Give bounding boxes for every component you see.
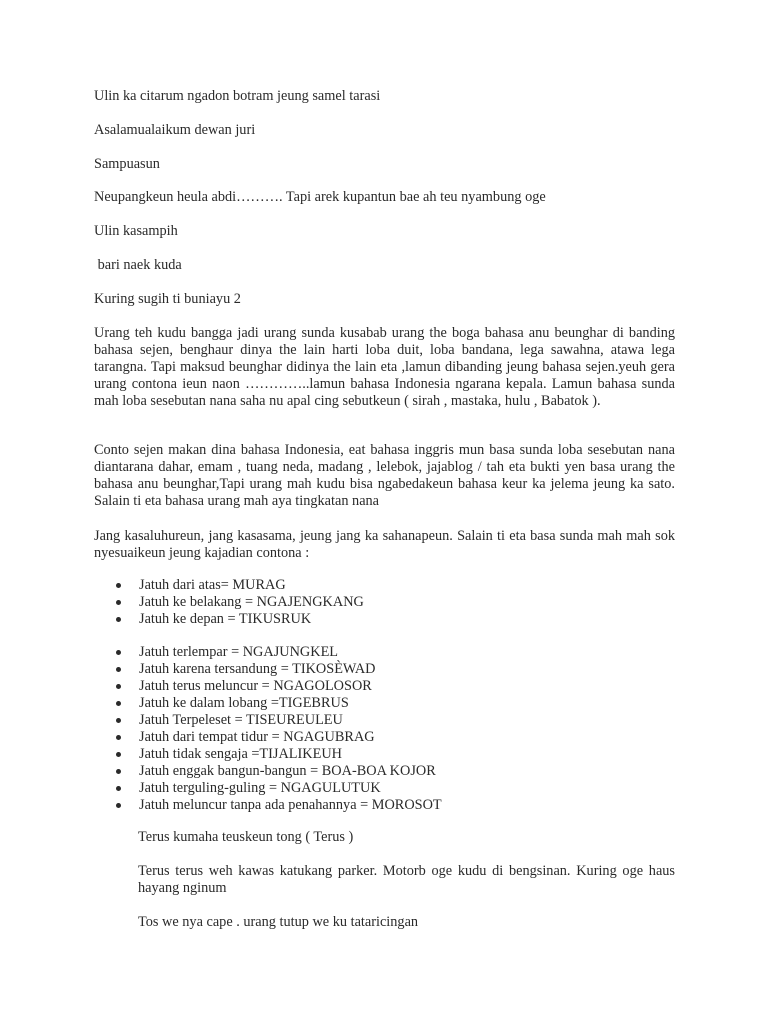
title-line: Ulin ka citarum ngadon botram jeung samel tarasi — [94, 88, 381, 104]
bullet-list-1 — [94, 577, 364, 628]
list-item: Jatuh ke dalam lobang =TIGEBRUS — [94, 695, 442, 712]
bullet-icon — [116, 650, 121, 655]
greeting-reply-line: Sampuasun — [94, 156, 160, 172]
list-item: Jatuh ke depan = TIKUSRUK — [94, 611, 364, 628]
bullet-list-2 — [94, 644, 442, 814]
list-item: Jatuh ke belakang = NGAJENGKANG — [94, 594, 364, 611]
list-item: Jatuh enggak bangun-bangun = BOA-BOA KOJOR — [94, 763, 442, 780]
paragraph-tingkatan: Jang kasaluhureun, jang kasasama, jeung jang ka sahanapeun. Salain ti eta basa sunda mah mah sok nyesuaikeun jeung kajadian contona : — [94, 528, 675, 561]
bullet-icon — [116, 735, 121, 740]
paragraph-conto-sejen: Conto sejen makan dina bahasa Indonesia, eat bahasa inggris mun basa sunda loba sesebutan nana diantarana dahar, emam , tuang neda, madang , lelebok, jajablog / tah eta bukti yen basa urang the bahasa anu beunghar,Tapi urang mah kudu bisa ngabedakeun bahasa keur ka jelema jeung ka sato. Salain ti eta bahasa urang mah aya tingkatan nana — [94, 442, 675, 509]
bullet-icon — [116, 667, 121, 672]
list-item: Jatuh meluncur tanpa ada penahannya = MOROSOT — [94, 797, 442, 814]
introduction-line: Neupangkeun heula abdi………. Tapi arek kupantun bae ah teu nyambung oge — [94, 189, 546, 205]
closing-paragraph-2: Terus terus weh kawas katukang parker. Motorb oge kudu di bengsinan. Kuring oge haus hayang nginum — [138, 863, 675, 896]
bullet-icon — [116, 769, 121, 774]
bullet-icon — [116, 786, 121, 791]
bullet-icon — [116, 684, 121, 689]
list-item: Jatuh Terpeleset = TISEUREULEU — [94, 712, 442, 729]
list-item: Jatuh terlempar = NGAJUNGKEL — [94, 644, 442, 661]
pantun-line-2: bari naek kuda — [94, 257, 182, 273]
bullet-icon — [116, 583, 121, 588]
bullet-icon — [116, 617, 121, 622]
list-item: Jatuh terus meluncur = NGAGOLOSOR — [94, 678, 442, 695]
list-item: Jatuh dari tempat tidur = NGAGUBRAG — [94, 729, 442, 746]
bullet-icon — [116, 718, 121, 723]
greeting-line: Asalamualaikum dewan juri — [94, 122, 256, 138]
list-item: Jatuh tidak sengaja =TIJALIKEUH — [94, 746, 442, 763]
pantun-line-1: Ulin kasampih — [94, 223, 178, 239]
closing-line-1: Terus kumaha teuskeun tong ( Terus ) — [138, 829, 354, 845]
list-item: Jatuh karena tersandung = TIKOSÈWAD — [94, 661, 442, 678]
closing-line-3: Tos we nya cape . urang tutup we ku tataricingan — [138, 914, 419, 930]
bullet-icon — [116, 701, 121, 706]
pantun-line-3: Kuring sugih ti buniayu 2 — [94, 291, 241, 307]
bullet-icon — [116, 803, 121, 808]
paragraph-bahasa-beunghar: Urang teh kudu bangga jadi urang sunda kusabab urang the boga bahasa anu beunghar di banding bahasa sejen, benghaur dinya the lain harti loba duit, loba bandana, lega sawahna, atawa lega tarangna. Tapi maksud beunghar didinya the lain eta ,lamun dibanding jeung bahasa sejen.yeuh gera urang contona ieun naon …………..lamun bahasa Indonesia ngarana kepala. Lamun bahasa sunda mah loba sesebutan nana saha nu apal cing sebutkeun ( sirah , mastaka, hulu , Babatok ). — [94, 325, 675, 409]
list-item: Jatuh dari atas= MURAG — [94, 577, 364, 594]
bullet-icon — [116, 600, 121, 605]
list-item: Jatuh terguling-guling = NGAGULUTUK — [94, 780, 442, 797]
bullet-icon — [116, 752, 121, 757]
